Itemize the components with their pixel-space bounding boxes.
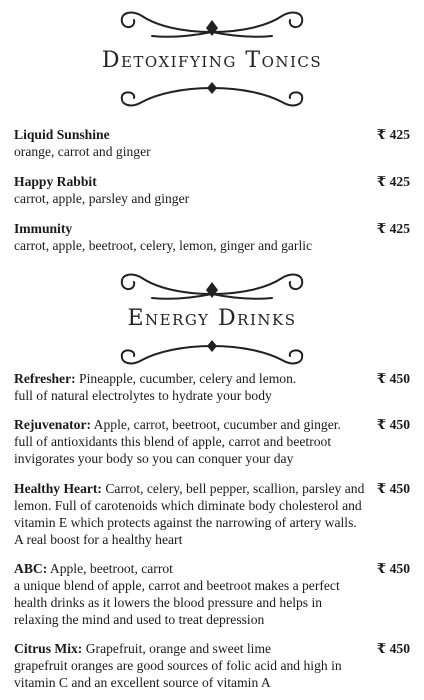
menu-item — [14, 370, 410, 404]
menu-item — [14, 220, 410, 254]
item-ingredients: Carrot, celery, bell pepper, scallion, parsley and lemon. Full of carotenoids which diminate body cholesterol and vitamin E which protects against the narrowing of artery walls. A real boost for a healthy heart — [14, 481, 365, 547]
item-name: Healthy Heart: — [14, 481, 102, 496]
menu-item — [14, 173, 410, 207]
item-description: carrot, apple, parsley and ginger — [14, 191, 190, 206]
item-name: Rejuvenator: — [14, 417, 92, 432]
item-name: Liquid Sunshine — [14, 127, 110, 142]
item-price: ₹ 425 — [376, 174, 410, 189]
bottom-scroll-ornament-icon — [62, 340, 362, 370]
top-scroll-ornament-icon — [62, 6, 362, 42]
section-header-detoxifying-tonics — [0, 0, 424, 100]
item-price: ₹ 450 — [376, 371, 410, 386]
item-name: Citrus Mix: — [14, 641, 83, 656]
item-price: ₹ 425 — [376, 127, 410, 142]
item-ingredients: Pineapple, cucumber, celery and lemon. — [75, 371, 297, 386]
menu-item — [14, 416, 410, 467]
item-ingredients: Apple, beetroot, carrot — [47, 561, 173, 576]
top-scroll-ornament-icon — [62, 268, 362, 304]
item-description: carrot, apple, beetroot, celery, lemon, ginger and garlic — [14, 238, 313, 253]
item-description: full of antioxidants this blend of apple, carrot and beetroot invigorates your body so you can conquer your day — [14, 434, 332, 466]
item-price: ₹ 450 — [376, 641, 410, 656]
section-title: Detoxifying Tonics — [101, 48, 323, 73]
item-price: ₹ 450 — [376, 561, 410, 576]
item-price: ₹ 425 — [376, 221, 410, 236]
menu-item — [14, 640, 410, 691]
item-description: full of natural electrolytes to hydrate your body — [14, 388, 272, 403]
item-ingredients: Apple, carrot, beetroot, cucumber and ginger. — [91, 417, 341, 432]
menu-item — [14, 480, 410, 548]
item-ingredients: Grapefruit, orange and sweet lime — [82, 641, 272, 656]
item-name: Refresher: — [14, 371, 76, 386]
menu-item — [14, 560, 410, 628]
item-name: Immunity — [14, 221, 73, 236]
item-description: a unique blend of apple, carrot and beetroot makes a perfect health drinks as it lowers the blood pressure and helps in relaxing the mind and used to treat depression — [14, 578, 340, 627]
item-description: orange, carrot and ginger — [14, 144, 151, 159]
section-title: Energy Drinks — [127, 306, 297, 331]
item-name: Happy Rabbit — [14, 174, 97, 189]
menu-item — [14, 126, 410, 160]
item-price: ₹ 450 — [376, 481, 410, 496]
item-name: ABC: — [14, 561, 48, 576]
section-header-energy-drinks — [0, 262, 424, 362]
item-price: ₹ 450 — [376, 417, 410, 432]
bottom-scroll-ornament-icon — [62, 82, 362, 112]
item-description: grapefruit oranges are good sources of folic acid and high in vitamin C and an excellent source of vitamin A — [14, 658, 342, 690]
